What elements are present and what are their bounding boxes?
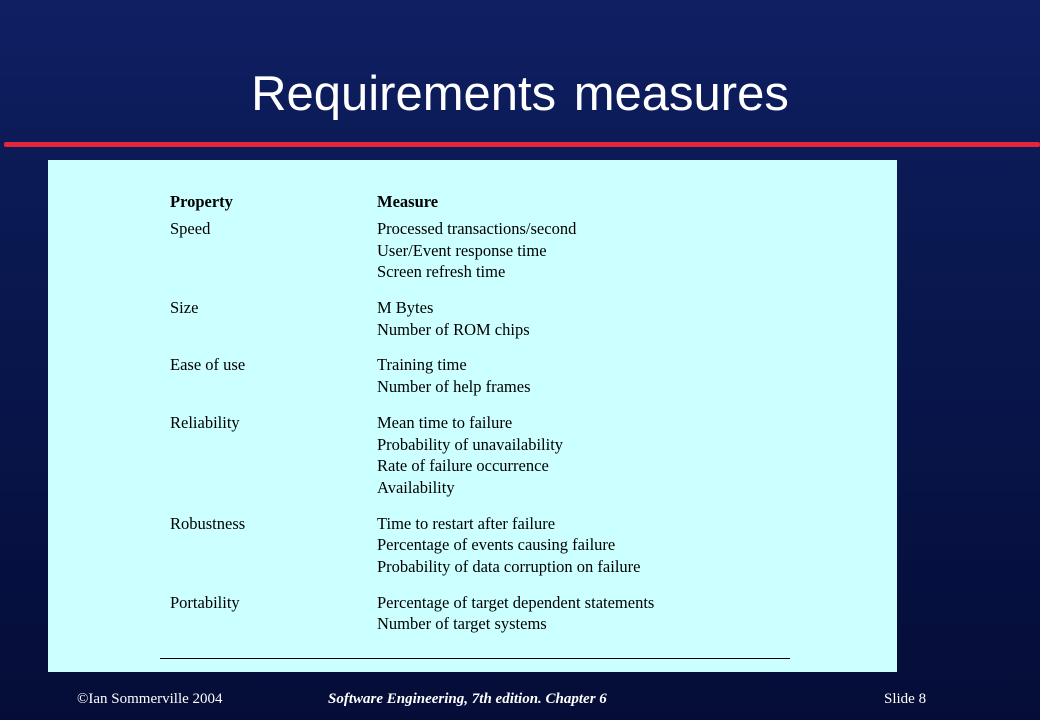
measure-cell: Probability of data corruption on failure [377,556,641,576]
table-row [170,218,707,297]
table-row [170,354,707,411]
property-cell: Ease of use [170,355,246,375]
measure-cell: Number of help frames [377,377,531,397]
title-divider [4,142,1040,147]
measure-cell: Time to restart after failure [377,513,556,533]
footer-book-title: Software Engineering, 7th edition. Chapter 6 [328,691,607,707]
measure-cell: Percentage of target dependent statements [377,592,655,612]
measure-cell: Percentage of events causing failure [377,535,616,555]
column-header-measure: Measure [377,192,439,211]
footer-copyright: ©Ian Sommerville 2004 [77,691,223,707]
measures-table [170,190,707,635]
slide-title: Requirements measures [251,67,789,121]
measures-table-panel [48,160,897,672]
measure-cell: Processed transactions/second [377,219,577,238]
measure-cell: Number of ROM chips [377,319,530,339]
table-row [170,513,707,592]
property-cell: Portability [170,592,240,612]
property-cell: Robustness [170,513,246,533]
table-row [170,412,707,513]
measure-cell: User/Event response time [377,240,547,260]
property-cell: Size [170,298,199,318]
measure-cell: M Bytes [377,298,434,318]
column-header-property: Property [170,192,233,211]
measure-cell: Number of target systems [377,614,547,634]
table-bottom-rule [160,658,790,659]
property-cell: Speed [170,219,211,238]
table-row [170,592,707,635]
footer-slide-number: Slide 8 [884,691,927,707]
table-header-row [170,190,707,218]
table-row [170,297,707,354]
measure-cell: Mean time to failure [377,412,513,432]
measure-cell: Rate of failure occurrence [377,456,549,476]
measure-cell: Screen refresh time [377,262,506,282]
measure-cell: Training time [377,355,467,375]
measure-cell: Probability of unavailability [377,434,564,454]
property-cell: Reliability [170,412,240,432]
measure-cell: Availability [377,477,455,497]
